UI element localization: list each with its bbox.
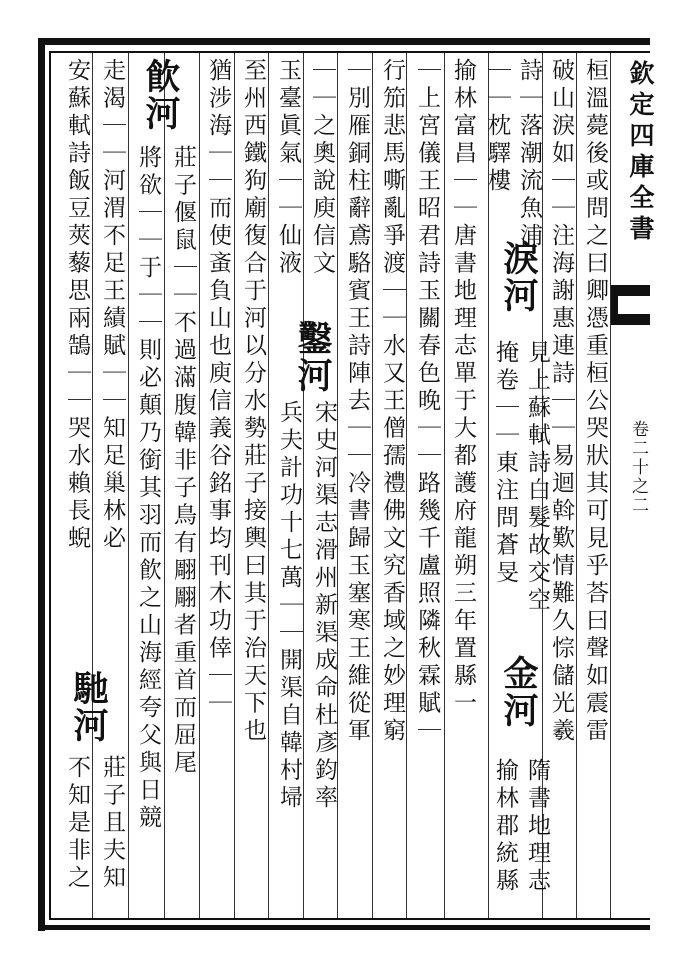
- column-rule: [164, 53, 165, 918]
- inner-bottom-border: [49, 918, 650, 920]
- heading-jin-he: 金河: [498, 655, 539, 729]
- heading-lei-he: 淚河: [498, 240, 539, 314]
- text-column: 破山淚如｜｜注海謝惠連詩｜｜易迴斡歎情難久悰儲光羲: [548, 58, 574, 746]
- text-column: 走渴｜｜河渭不足王績賦｜｜知足巢林必: [99, 58, 125, 553]
- inner-left-border: [49, 51, 51, 919]
- zao-he-note: 兵夫計功十七萬｜｜開渠自韓村埽: [276, 400, 302, 813]
- text-column: 揄林富昌｜｜唐書地理志單于大都護府龍朔三年置縣一: [450, 58, 476, 718]
- column-rule: [199, 53, 200, 918]
- jin-he-note: 隋書地理志: [524, 758, 550, 896]
- heading-zao-he: 鑿河: [292, 320, 333, 394]
- text-column: ｜上宮儀王昭君詩玉關春色晚｜｜路幾千盧照隣秋霖賦｜: [414, 58, 440, 746]
- column-rule: [444, 53, 445, 918]
- text-column: 不知是非之: [64, 755, 90, 893]
- column-rule: [234, 53, 235, 918]
- inner-top-border: [49, 51, 650, 53]
- lei-he-note: 掩卷｜｜東注問蒼旻: [492, 340, 518, 588]
- text-column: 將欲｜｜于｜｜則必顛乃銜其羽而飮之山海經夸父與日競: [135, 145, 161, 833]
- text-column: 至州西鐵狗廟復合于河以分水勢莊子接輿曰其于治天下也: [240, 58, 266, 746]
- text-column: 玉臺眞氣｜｜仙液: [275, 58, 301, 278]
- heading-chi-he: 馳河: [68, 670, 109, 744]
- frame-left-border: [38, 38, 45, 931]
- text-column: 安蘇軾詩飯豆莢藜思兩鵠｜｜哭水賴長蜺: [64, 58, 90, 553]
- heading-yin-he: 飮河: [140, 58, 181, 132]
- text-column: ｜別雁銅柱辭鳶駱賓王詩陣去｜｜冷書歸玉塞寒王維從軍: [344, 58, 370, 746]
- fishtail-notch: [618, 296, 650, 314]
- frame-bottom-border: [38, 925, 650, 930]
- text-column: 桓溫薨後或問之曰卿憑重桓公哭狀其可見乎荅曰聲如震雷: [582, 58, 608, 746]
- column-rule: [128, 53, 129, 918]
- text-column: 行笳悲馬嘶亂爭渡｜｜水又王僧孺禮佛文究香域之妙理窮: [379, 58, 405, 746]
- text-column: ｜｜枕驛樓: [484, 58, 510, 196]
- yin-he-note: 莊子偃鼠｜｜不過滿腹韓非子鳥有翢翢者重首而屈尾: [170, 145, 196, 778]
- text-column: 詩｜落潮流魚浦: [516, 58, 542, 251]
- text-column: 猶涉海｜｜而使蚉負山也庾信義谷銘事均刊木功倖｜｜: [205, 58, 231, 718]
- text-column: ｜｜之奧說庾信文: [309, 58, 335, 278]
- jin-he-note: 揄林郡統縣: [492, 758, 518, 896]
- chi-he-note: 莊子且夫知: [99, 755, 125, 893]
- chapter-label: 卷二十之二: [628, 420, 648, 515]
- frame-top-border: [38, 38, 650, 45]
- book-title: 欽定四庫全書: [626, 60, 655, 246]
- zao-he-note: 宋史河渠志滑州新渠成命杜彥鈞率: [311, 400, 337, 813]
- lei-he-note: 見上蘇軾詩白髮故交空: [524, 340, 550, 615]
